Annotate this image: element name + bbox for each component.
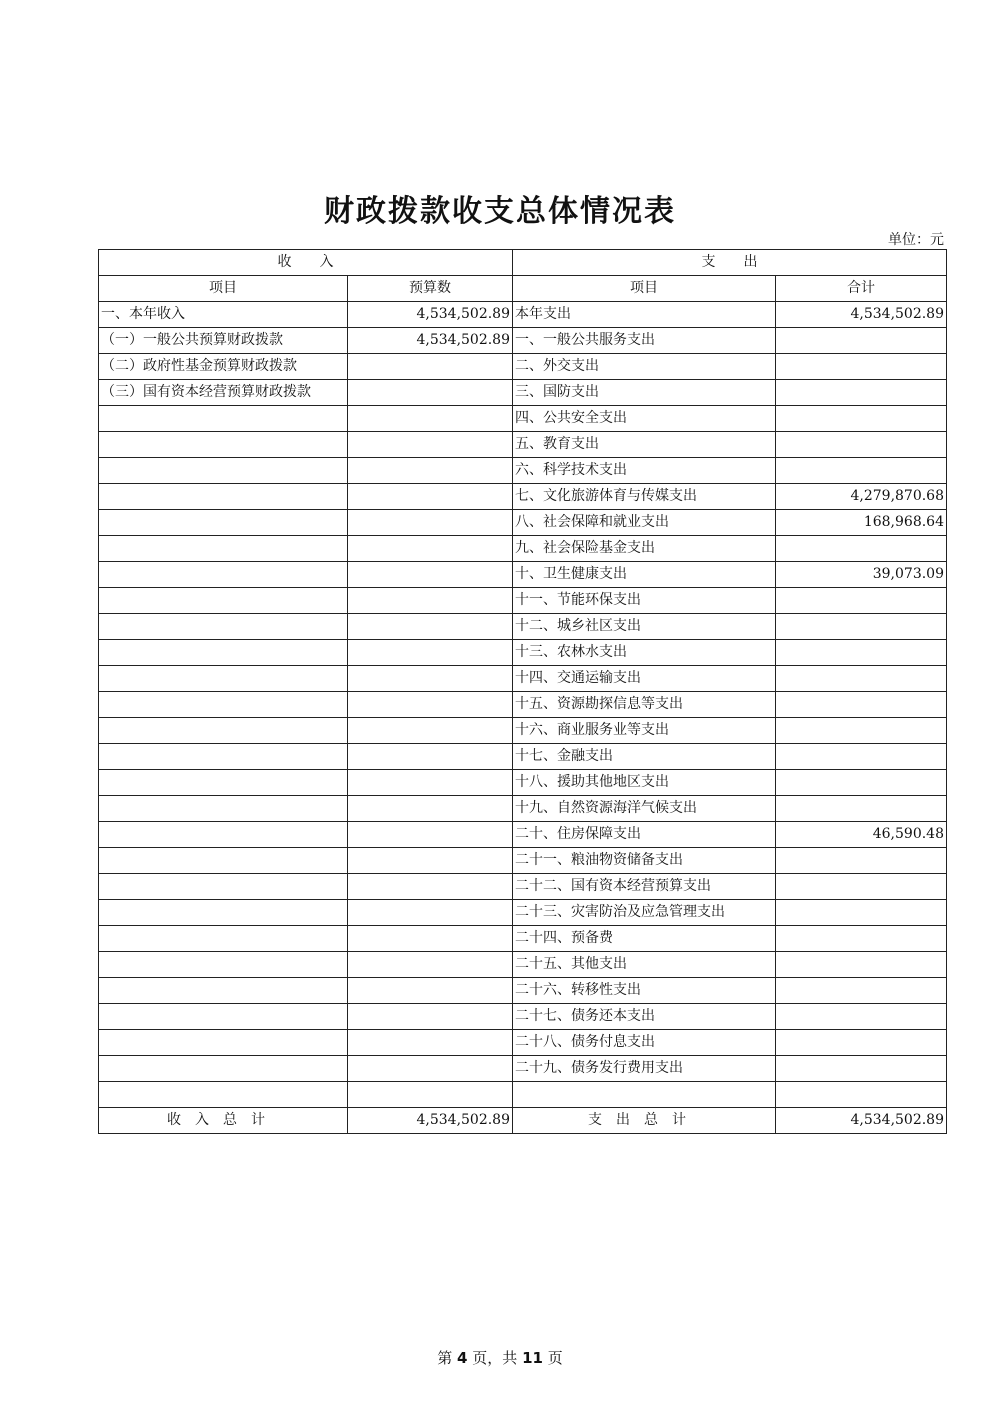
expense-total-amount: 4,534,502.89 bbox=[776, 1108, 947, 1134]
table-row bbox=[99, 406, 947, 432]
income-amount-cell bbox=[348, 432, 513, 458]
expense-item-cell: 十三、农林水支出 bbox=[513, 640, 776, 666]
expense-item-cell: 三、国防支出 bbox=[513, 380, 776, 406]
income-item-cell bbox=[99, 458, 348, 484]
table-row bbox=[99, 952, 947, 978]
income-total-amount: 4,534,502.89 bbox=[348, 1108, 513, 1134]
expense-amount-cell bbox=[776, 406, 947, 432]
table-row bbox=[99, 510, 947, 536]
expense-item-cell: 五、教育支出 bbox=[513, 432, 776, 458]
table-row bbox=[99, 302, 947, 328]
expense-amount-cell bbox=[776, 640, 947, 666]
income-amount-cell bbox=[348, 952, 513, 978]
expense-amount-cell bbox=[776, 1056, 947, 1082]
income-item-cell: （一）一般公共预算财政拨款 bbox=[99, 328, 348, 354]
income-item-cell bbox=[99, 900, 348, 926]
expense-amount-cell bbox=[776, 1082, 947, 1108]
income-amount-cell bbox=[348, 1030, 513, 1056]
income-item-cell bbox=[99, 1004, 348, 1030]
income-amount-cell bbox=[348, 536, 513, 562]
col-header-budget: 预算数 bbox=[348, 276, 513, 302]
income-amount-cell bbox=[348, 900, 513, 926]
expense-item-cell: 十六、商业服务业等支出 bbox=[513, 718, 776, 744]
income-item-cell bbox=[99, 848, 348, 874]
expense-item-cell: 本年支出 bbox=[513, 302, 776, 328]
table-row bbox=[99, 1004, 947, 1030]
income-item-cell bbox=[99, 588, 348, 614]
footer-suffix: 页 bbox=[547, 1349, 563, 1367]
income-amount-cell bbox=[348, 562, 513, 588]
expense-item-cell: 二十七、债务还本支出 bbox=[513, 1004, 776, 1030]
income-amount-cell bbox=[348, 848, 513, 874]
table-row bbox=[99, 926, 947, 952]
expense-item-cell: 二十一、粮油物资储备支出 bbox=[513, 848, 776, 874]
expense-amount-cell bbox=[776, 744, 947, 770]
income-amount-cell bbox=[348, 614, 513, 640]
expense-item-cell: 二十九、债务发行费用支出 bbox=[513, 1056, 776, 1082]
expense-amount-cell bbox=[776, 952, 947, 978]
table-row bbox=[99, 484, 947, 510]
income-item-cell bbox=[99, 1082, 348, 1108]
expense-amount-cell bbox=[776, 328, 947, 354]
expense-item-cell: 十七、金融支出 bbox=[513, 744, 776, 770]
income-amount-cell bbox=[348, 1082, 513, 1108]
income-item-cell bbox=[99, 744, 348, 770]
income-amount-cell bbox=[348, 406, 513, 432]
income-amount-cell bbox=[348, 1004, 513, 1030]
table-row bbox=[99, 1082, 947, 1108]
table-row bbox=[99, 562, 947, 588]
income-item-cell bbox=[99, 1056, 348, 1082]
expense-item-cell: 二十六、转移性支出 bbox=[513, 978, 776, 1004]
income-item-cell: （二）政府性基金预算财政拨款 bbox=[99, 354, 348, 380]
expense-item-cell: 十八、援助其他地区支出 bbox=[513, 770, 776, 796]
expense-amount-cell bbox=[776, 770, 947, 796]
expense-item-cell: 二十三、灾害防治及应急管理支出 bbox=[513, 900, 776, 926]
expense-amount-cell: 39,073.09 bbox=[776, 562, 947, 588]
expense-item-cell: 四、公共安全支出 bbox=[513, 406, 776, 432]
expense-amount-cell bbox=[776, 1030, 947, 1056]
footer-total-pages: 11 bbox=[522, 1349, 543, 1367]
table-row bbox=[99, 588, 947, 614]
income-amount-cell bbox=[348, 926, 513, 952]
expense-section-header: 支 出 bbox=[513, 250, 947, 276]
table-row bbox=[99, 354, 947, 380]
table-row bbox=[99, 380, 947, 406]
expense-amount-cell bbox=[776, 796, 947, 822]
expense-item-cell: 十四、交通运输支出 bbox=[513, 666, 776, 692]
income-amount-cell bbox=[348, 458, 513, 484]
table-row bbox=[99, 744, 947, 770]
income-amount-cell bbox=[348, 484, 513, 510]
expense-amount-cell: 168,968.64 bbox=[776, 510, 947, 536]
expense-amount-cell bbox=[776, 354, 947, 380]
expense-amount-cell bbox=[776, 978, 947, 1004]
expense-item-cell: 十五、资源勘探信息等支出 bbox=[513, 692, 776, 718]
expense-item-cell: 七、文化旅游体育与传媒支出 bbox=[513, 484, 776, 510]
expense-amount-cell bbox=[776, 900, 947, 926]
income-amount-cell bbox=[348, 796, 513, 822]
income-amount-cell: 4,534,502.89 bbox=[348, 302, 513, 328]
expense-item-cell: 二十四、预备费 bbox=[513, 926, 776, 952]
expense-amount-cell bbox=[776, 380, 947, 406]
income-item-cell bbox=[99, 562, 348, 588]
income-item-cell bbox=[99, 718, 348, 744]
expense-item-cell: 十、卫生健康支出 bbox=[513, 562, 776, 588]
page-footer bbox=[0, 1347, 1000, 1368]
income-item-cell bbox=[99, 874, 348, 900]
expense-item-cell: 六、科学技术支出 bbox=[513, 458, 776, 484]
budget-table bbox=[98, 249, 947, 1134]
expense-amount-cell bbox=[776, 692, 947, 718]
expense-item-cell: 二十五、其他支出 bbox=[513, 952, 776, 978]
page-title: 财政拨款收支总体情况表 bbox=[324, 194, 676, 229]
table-row bbox=[99, 822, 947, 848]
income-item-cell bbox=[99, 1030, 348, 1056]
expense-amount-cell bbox=[776, 614, 947, 640]
expense-amount-cell bbox=[776, 848, 947, 874]
expense-item-cell: 九、社会保险基金支出 bbox=[513, 536, 776, 562]
expense-amount-cell: 46,590.48 bbox=[776, 822, 947, 848]
income-item-cell: 一、本年收入 bbox=[99, 302, 348, 328]
income-item-cell bbox=[99, 614, 348, 640]
expense-item-cell: 二、外交支出 bbox=[513, 354, 776, 380]
expense-amount-cell bbox=[776, 874, 947, 900]
expense-amount-cell bbox=[776, 718, 947, 744]
income-amount-cell: 4,534,502.89 bbox=[348, 328, 513, 354]
income-amount-cell bbox=[348, 510, 513, 536]
expense-amount-cell bbox=[776, 458, 947, 484]
expense-item-cell: 一、一般公共服务支出 bbox=[513, 328, 776, 354]
totals-row bbox=[99, 1108, 947, 1134]
income-amount-cell bbox=[348, 588, 513, 614]
expense-amount-cell bbox=[776, 666, 947, 692]
expense-item-cell: 二十、住房保障支出 bbox=[513, 822, 776, 848]
table-row bbox=[99, 900, 947, 926]
unit-label: 单位：元 bbox=[888, 232, 944, 248]
expense-item-cell: 十二、城乡社区支出 bbox=[513, 614, 776, 640]
table-row bbox=[99, 536, 947, 562]
income-item-cell bbox=[99, 666, 348, 692]
expense-item-cell bbox=[513, 1082, 776, 1108]
expense-total-label: 支出总计 bbox=[513, 1108, 776, 1134]
income-amount-cell bbox=[348, 874, 513, 900]
footer-prefix: 第 bbox=[437, 1349, 453, 1367]
income-amount-cell bbox=[348, 770, 513, 796]
table-row bbox=[99, 718, 947, 744]
income-item-cell bbox=[99, 484, 348, 510]
expense-item-cell: 二十八、债务付息支出 bbox=[513, 1030, 776, 1056]
table-row bbox=[99, 614, 947, 640]
table-row bbox=[99, 692, 947, 718]
income-item-cell bbox=[99, 406, 348, 432]
income-item-cell bbox=[99, 432, 348, 458]
table-row bbox=[99, 1030, 947, 1056]
table-row bbox=[99, 874, 947, 900]
section-header-row bbox=[99, 250, 947, 276]
expense-item-cell: 八、社会保障和就业支出 bbox=[513, 510, 776, 536]
income-item-cell bbox=[99, 536, 348, 562]
expense-amount-cell bbox=[776, 588, 947, 614]
col-header-item2: 项目 bbox=[513, 276, 776, 302]
income-item-cell bbox=[99, 640, 348, 666]
table-row bbox=[99, 770, 947, 796]
expense-amount-cell: 4,534,502.89 bbox=[776, 302, 947, 328]
income-amount-cell bbox=[348, 978, 513, 1004]
expense-amount-cell bbox=[776, 926, 947, 952]
expense-item-cell: 二十二、国有资本经营预算支出 bbox=[513, 874, 776, 900]
expense-item-cell: 十九、自然资源海洋气候支出 bbox=[513, 796, 776, 822]
income-amount-cell bbox=[348, 380, 513, 406]
income-item-cell bbox=[99, 978, 348, 1004]
income-amount-cell bbox=[348, 640, 513, 666]
income-item-cell bbox=[99, 770, 348, 796]
table-row bbox=[99, 978, 947, 1004]
expense-amount-cell: 4,279,870.68 bbox=[776, 484, 947, 510]
income-item-cell bbox=[99, 926, 348, 952]
expense-amount-cell bbox=[776, 1004, 947, 1030]
income-item-cell bbox=[99, 796, 348, 822]
income-amount-cell bbox=[348, 718, 513, 744]
income-amount-cell bbox=[348, 666, 513, 692]
table-row bbox=[99, 640, 947, 666]
expense-item-cell: 十一、节能环保支出 bbox=[513, 588, 776, 614]
income-item-cell bbox=[99, 952, 348, 978]
expense-amount-cell bbox=[776, 432, 947, 458]
footer-page-number: 4 bbox=[457, 1349, 468, 1367]
income-item-cell bbox=[99, 692, 348, 718]
table-row bbox=[99, 328, 947, 354]
table-row bbox=[99, 432, 947, 458]
income-section-header: 收 入 bbox=[99, 250, 513, 276]
income-amount-cell bbox=[348, 1056, 513, 1082]
income-item-cell bbox=[99, 510, 348, 536]
column-header-row bbox=[99, 276, 947, 302]
income-amount-cell bbox=[348, 744, 513, 770]
table-row bbox=[99, 796, 947, 822]
income-amount-cell bbox=[348, 354, 513, 380]
table-row bbox=[99, 666, 947, 692]
col-header-item: 项目 bbox=[99, 276, 348, 302]
table-row bbox=[99, 1056, 947, 1082]
income-item-cell bbox=[99, 822, 348, 848]
table-row bbox=[99, 458, 947, 484]
col-header-total: 合计 bbox=[776, 276, 947, 302]
income-total-label: 收入总计 bbox=[99, 1108, 348, 1134]
income-item-cell: （三）国有资本经营预算财政拨款 bbox=[99, 380, 348, 406]
footer-mid: 页，共 bbox=[472, 1349, 518, 1367]
table-row bbox=[99, 848, 947, 874]
income-amount-cell bbox=[348, 692, 513, 718]
expense-amount-cell bbox=[776, 536, 947, 562]
income-amount-cell bbox=[348, 822, 513, 848]
